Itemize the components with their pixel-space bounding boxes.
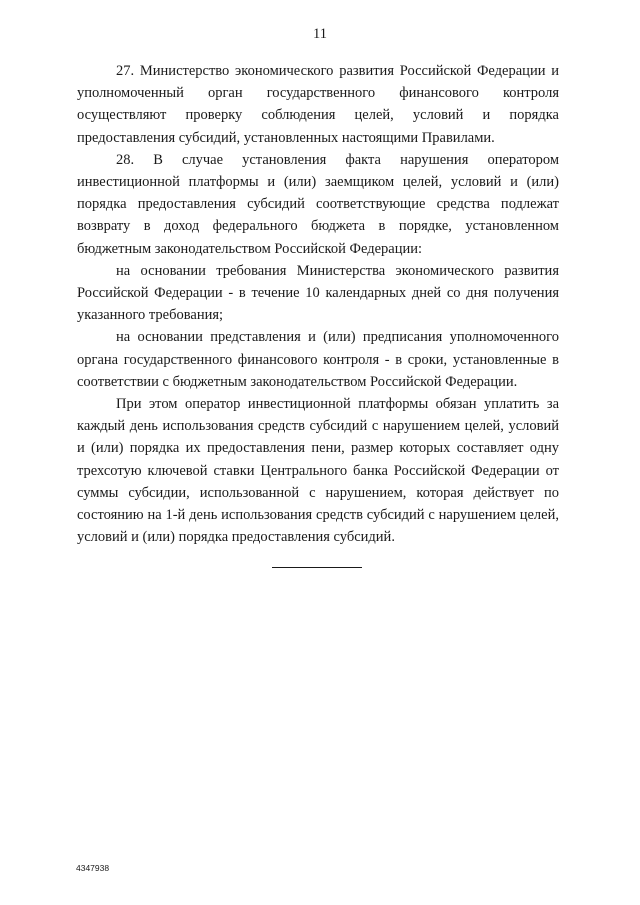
paragraph-28: 28. В случае установления факта нарушения оператором инвестиционной платформы и (или) заемщиком целей, условий и (или) порядка предоставления субсидий соответствующие средства подлежат возврату в доход федерального бюджета в порядке, установленном бюджетным законодательством Российской Федерации:	[77, 151, 559, 257]
paragraph-27: 27. Министерство экономического развития Российской Федерации и уполномоченный орган государственного финансового контроля осуществляют проверку соблюдения целей, условий и порядка предоставления субсидий, установленных настоящими Правилами.	[77, 63, 559, 146]
paragraph-28-item-control-body: на основании представления и (или) предписания уполномоченного органа государственного финансового контроля - в сроки, установленные в соответствии с бюджетным законодательством Российской Федерации.	[77, 329, 559, 390]
end-divider-line	[272, 567, 362, 568]
document-code: 4347938	[76, 863, 110, 873]
page-number: 11	[313, 26, 327, 42]
paragraph-penalty: При этом оператор инвестиционной платформы обязан уплатить за каждый день использования средств субсидий с нарушением целей, условий и (или) порядка их предоставления пени, размер которых составляет одну трехсотую ключевой ставки Центрального банка Российской Федерации от суммы субсидии, использованной с нарушением, которая действует по состоянию на 1-й день использования средств субсидий с нарушением целей, условий и (или) порядка предоставления субсидий.	[77, 396, 559, 546]
document-body	[77, 60, 559, 548]
paragraph-28-item-ministry: на основании требования Министерства экономического развития Российской Федерации - в течение 10 календарных дней со дня получения указанного требования;	[77, 262, 559, 324]
